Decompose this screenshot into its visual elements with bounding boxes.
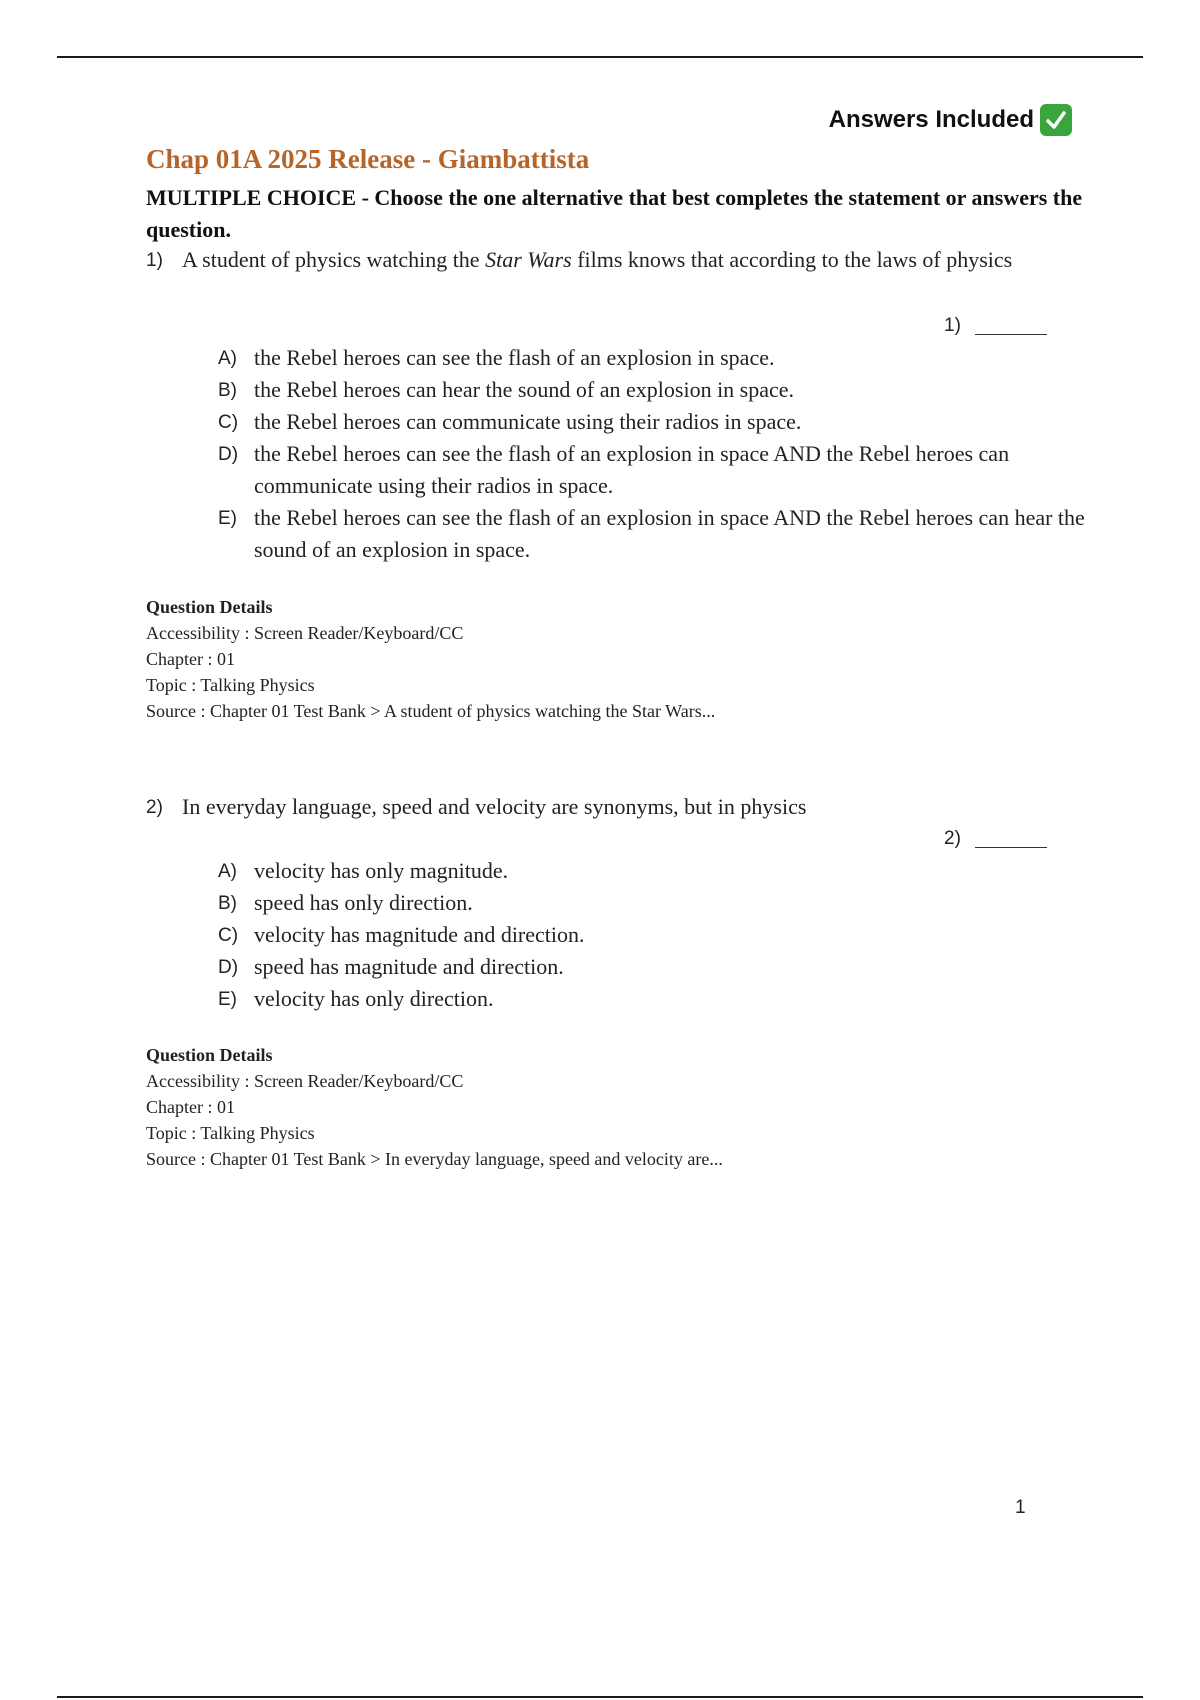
choice-letter: C) <box>218 412 239 433</box>
choice-text: velocity has only magnitude. <box>254 858 509 883</box>
question-text-part: films knows that according to the laws of physics <box>571 247 1013 272</box>
choice-text: velocity has only direction. <box>254 986 494 1011</box>
answer-line <box>975 847 1047 848</box>
choice-text: the Rebel heroes can hear the sound of an explosion in space. <box>254 377 795 402</box>
answers-included-badge <box>829 104 1072 136</box>
question-details-2 <box>146 1042 1046 1172</box>
details-topic: Topic : Talking Physics <box>146 1123 315 1143</box>
answer-blank-1[interactable] <box>944 315 1047 337</box>
choice-e[interactable] <box>218 983 1098 1015</box>
choice-letter: B) <box>218 893 237 914</box>
choice-a[interactable] <box>218 855 1098 887</box>
question-2 <box>146 791 1046 825</box>
choice-text: speed has only direction. <box>254 890 473 915</box>
question-number: 1) <box>146 250 163 271</box>
details-accessibility: Accessibility : Screen Reader/Keyboard/CC <box>146 623 464 643</box>
choice-letter: B) <box>218 380 237 401</box>
choice-c[interactable] <box>218 406 1098 438</box>
choice-text: speed has magnitude and direction. <box>254 954 564 979</box>
choice-letter: D) <box>218 957 239 978</box>
choice-d[interactable] <box>218 951 1098 983</box>
question-text-part: A student of physics watching the <box>182 247 486 272</box>
badge-label: Answers Included <box>828 106 1034 133</box>
details-heading: Question Details <box>146 597 273 617</box>
choice-text: the Rebel heroes can communicate using their radios in space. <box>254 409 802 434</box>
details-heading: Question Details <box>146 1045 273 1065</box>
question-number: 2) <box>146 797 163 818</box>
choices-question-1 <box>218 342 1098 566</box>
choice-d[interactable] <box>218 438 1098 502</box>
choice-letter: E) <box>218 989 237 1010</box>
choice-letter: A) <box>218 348 237 369</box>
choice-text: the Rebel heroes can see the flash of an explosion in space AND the Rebel heroes can hear the sound of an explosion in space. <box>254 505 1085 562</box>
choice-c[interactable] <box>218 919 1098 951</box>
answer-blank-label: 1) <box>944 315 961 336</box>
question-text-italic: Star Wars <box>485 247 572 272</box>
question-text: In everyday language, speed and velocity are synonyms, but in physics <box>182 794 807 819</box>
question-1 <box>146 244 1046 314</box>
choice-letter: A) <box>218 861 237 882</box>
details-source: Source : Chapter 01 Test Bank > In everyday language, speed and velocity are... <box>146 1149 723 1169</box>
choice-text: the Rebel heroes can see the flash of an explosion in space. <box>254 345 775 370</box>
bottom-rule <box>57 1696 1143 1698</box>
answer-blank-label: 2) <box>944 828 961 849</box>
details-topic: Topic : Talking Physics <box>146 675 315 695</box>
choices-question-2 <box>218 855 1098 1015</box>
choice-letter: E) <box>218 508 237 529</box>
details-source: Source : Chapter 01 Test Bank > A student of physics watching the Star Wars... <box>146 701 716 721</box>
details-chapter: Chapter : 01 <box>146 649 235 669</box>
choice-text: the Rebel heroes can see the flash of an explosion in space AND the Rebel heroes can communicate using their radios in space. <box>254 441 1010 498</box>
details-accessibility: Accessibility : Screen Reader/Keyboard/CC <box>146 1071 464 1091</box>
question-text <box>182 244 1042 276</box>
choice-letter: C) <box>218 925 239 946</box>
answer-line <box>975 334 1047 335</box>
choice-e[interactable] <box>218 502 1098 566</box>
question-details-1 <box>146 594 1046 724</box>
details-chapter: Chapter : 01 <box>146 1097 235 1117</box>
choice-b[interactable] <box>218 374 1098 406</box>
document-title: Chap 01A 2025 Release - Giambattista <box>146 144 590 174</box>
choice-b[interactable] <box>218 887 1098 919</box>
choice-text: velocity has magnitude and direction. <box>254 922 585 947</box>
page-number: 1 <box>1015 1497 1026 1518</box>
check-mark-icon <box>1040 104 1072 136</box>
instruction-text: MULTIPLE CHOICE - Choose the one alternative that best completes the statement or answers the question. <box>146 185 1083 242</box>
choice-a[interactable] <box>218 342 1098 374</box>
answer-blank-2[interactable] <box>944 828 1047 850</box>
choice-letter: D) <box>218 444 239 465</box>
top-rule <box>57 56 1143 58</box>
